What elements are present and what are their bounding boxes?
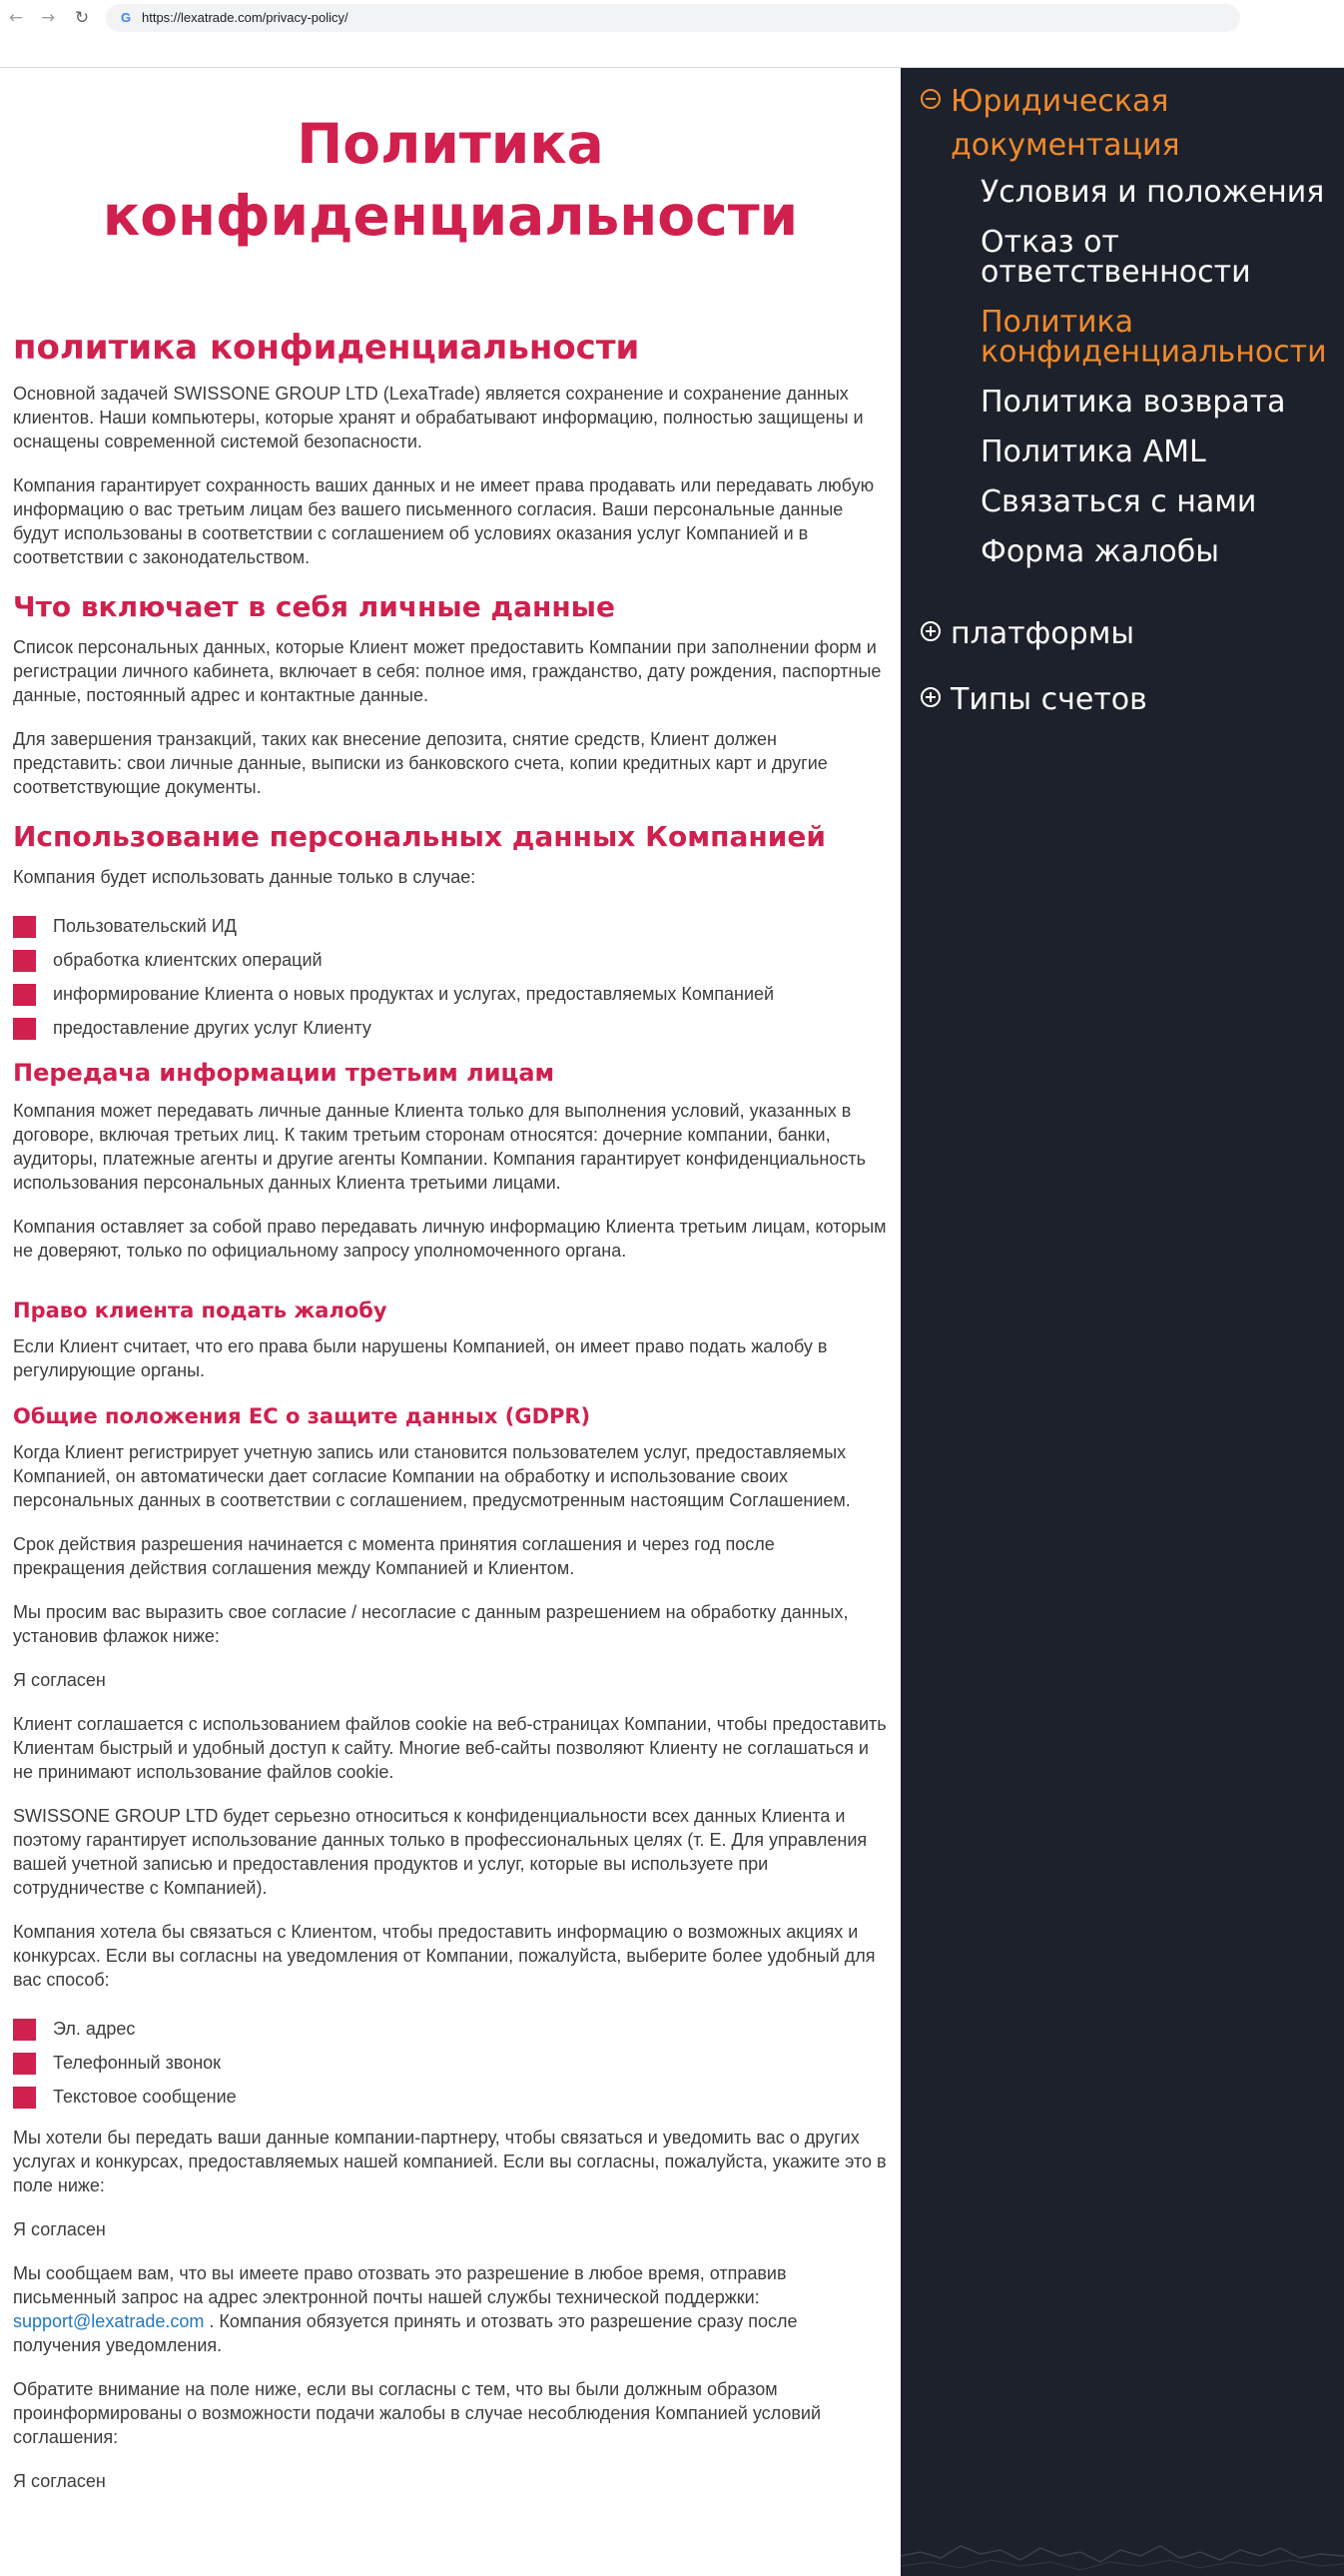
sidebar (901, 68, 1344, 2576)
contact-option-sms[interactable]: Текстовое сообщение (13, 2080, 888, 2114)
paragraph: Компания гарантирует сохранность ваших данных и не имеет права продавать или передавать любую информацию о вас третьим лицам без вашего письменного согласия. Ваши персональные данные будут использованы в соответствии с соглашением об условиях оказания услуг Компанией и в соответствии с законодательством. (13, 475, 875, 567)
consent-label[interactable]: Я согласен (13, 2471, 106, 2491)
sidebar-item-aml[interactable]: Политика AML (981, 434, 1206, 469)
reload-icon[interactable]: ↻ (74, 8, 90, 28)
forward-arrow-icon[interactable]: → (40, 8, 56, 28)
paragraph: Для завершения транзакций, таких как внесение депозита, снятие средств, Клиент должен представить: свои личные данные, выписки из банковского счета, копии кредитных карт и другие соответствующие документы. (13, 729, 828, 797)
support-email-link[interactable]: support@lexatrade.com (13, 2311, 205, 2331)
expand-circle-icon[interactable] (921, 621, 941, 641)
text-span: Мы сообщаем вам, что вы имеете право отозвать это разрешение в любое время, отправив письменный запрос на адрес электронной почты нашей службы технической поддержки: (13, 2263, 787, 2307)
section-heading-gdpr: Общие положения ЕС о защите данных (GDPR) (13, 1404, 591, 1428)
paragraph: Мы хотели бы передать ваши данные компании-партнеру, чтобы связаться и уведомить вас о других услугах и конкурсах, предоставляемых нашей компанией. Если вы согласны, пожалуйста, укажите это в поле ниже: (13, 2128, 887, 2195)
google-icon: G (120, 10, 132, 25)
list-item: Пользовательский ИД (13, 909, 888, 943)
section-heading-complaint: Право клиента подать жалобу (13, 1298, 387, 1322)
sidebar-item-privacy[interactable]: Политика конфиденциальности (981, 305, 1327, 370)
paragraph: Если Клиент считает, что его права были нарушены Компанией, он имеет право подать жалобу в регулирующие органы. (13, 1336, 828, 1380)
paragraph: Клиент соглашается с использованием файлов cookie на веб-страницах Компании, чтобы предоставить Клиентам быстрый и удобный доступ к сайту. Многие веб-сайты позволяют Клиенту не соглашаться и не принимают использование файлов cookie. (13, 1714, 887, 1782)
contact-option-phone[interactable]: Телефонный звонок (13, 2046, 888, 2080)
list-item: информирование Клиента о новых продуктах и услугах, предоставляемых Компанией (13, 977, 888, 1011)
paragraph: Компания может передавать личные данные Клиента только для выполнения условий, указанных в договоре, включая третьих лиц. К таким третьим сторонам относятся: дочерние компании, банки, аудиторы, платежные агенты и другие агенты Компании. Компания гарантирует конфиденциальность использования персональных данных Клиента третьими лицами. (13, 1101, 866, 1193)
collapse-circle-icon[interactable] (921, 89, 941, 109)
sidebar-item-refund[interactable]: Политика возврата (981, 385, 1286, 420)
section-heading-privacy: политика конфиденциальности (13, 328, 640, 368)
list-item: предоставление других услуг Клиенту (13, 1011, 888, 1045)
sidebar-section-legal[interactable] (921, 80, 1320, 168)
paragraph: Мы просим вас выразить свое согласие / несогласие с данным разрешением на обработку данных, установив флажок ниже: (13, 1602, 849, 1646)
paragraph: Основной задачей SWISSONE GROUP LTD (LexaTrade) является сохранение и сохранение данных клиентов. Наши компьютеры, которые хранят и обрабатывают информацию, полностью защищены и оснащены современной системой безопасности. (13, 384, 864, 451)
back-arrow-icon[interactable]: ← (8, 8, 24, 28)
paragraph: Обратите внимание на поле ниже, если вы согласны с тем, что вы были должным образом проинформированы о возможности подачи жалобы в случае несоблюдения Компанией условий соглашения: (13, 2379, 822, 2447)
list-item: обработка клиентских операций (13, 943, 888, 977)
expand-circle-icon[interactable] (921, 687, 941, 707)
sidebar-section-label-cont[interactable]: документация (951, 128, 1180, 163)
paragraph: Компания оставляет за собой право передавать личную информацию Клиента третьим лицам, которым не доверяют, только по официальному запросу уполномоченного органа. (13, 1217, 887, 1261)
consent-label[interactable]: Я согласен (13, 2219, 106, 2239)
paragraph (13, 2261, 888, 2357)
sidebar-section-accounts[interactable] (921, 678, 1147, 722)
sidebar-section-label[interactable]: Юридическая (951, 84, 1169, 119)
url-text[interactable]: https://lexatrade.com/privacy-policy/ (142, 10, 348, 25)
sidebar-section-label[interactable]: платформы (951, 616, 1135, 651)
paragraph: Список персональных данных, которые Клиент может предоставить Компании при заполнении форм и регистрации личного кабинета, включает в себя: полное имя, гражданство, дату рождения, паспортные данные, постоянный адрес и контактные данные. (13, 637, 882, 705)
sidebar-item-contact[interactable]: Связаться с нами (981, 484, 1257, 519)
sidebar-item-disclaimer[interactable]: Отказ от ответственности (981, 225, 1251, 290)
contact-option-email[interactable]: Эл. адрес (13, 2012, 888, 2046)
paragraph: Компания будет использовать данные только в случае: (13, 867, 476, 887)
section-heading-personal-data: Что включает в себя личные данные (13, 590, 615, 623)
paragraph: SWISSONE GROUP LTD будет серьезно относиться к конфиденциальности всех данных Клиента и поэтому гарантирует использование данных только в профессиональных целях (т. Е. Для управления вашей учетной записью и предоставления продуктов и услуг, которые вы используете при сотрудничестве с Компанией). (13, 1806, 868, 1898)
paragraph: Когда Клиент регистрирует учетную запись или становится пользователем услуг, предоставляемых Компанией, он автоматически дает согласие Компании на обработку и использование своих персональных данных в соответствии с соглашением, предусмотренным настоящим Соглашением. (13, 1442, 851, 1510)
article (0, 68, 901, 2576)
sidebar-section-platforms[interactable] (921, 612, 1134, 656)
address-bar[interactable] (106, 4, 1240, 32)
usage-list (13, 909, 888, 1045)
sidebar-item-complaint[interactable]: Форма жалобы (981, 534, 1219, 569)
paragraph: Срок действия разрешения начинается с момента принятия соглашения и через год после прекращения действия соглашения между Компанией и Клиентом. (13, 1534, 775, 1578)
text-span: . Компания обязуется принять и отозвать это разрешение сразу после получения уведомления. (13, 2311, 798, 2355)
sidebar-section-label[interactable]: Типы счетов (951, 682, 1147, 717)
sidebar-legal-items (981, 175, 1340, 587)
section-heading-data-usage: Использование персональных данных Компанией (13, 820, 826, 853)
decorative-wave (901, 2516, 1344, 2576)
page-title: Политика конфиденциальности (102, 112, 799, 248)
browser-toolbar (0, 0, 1344, 68)
consent-label[interactable]: Я согласен (13, 1670, 106, 1690)
section-heading-third-parties: Передача информации третьим лицам (13, 1059, 555, 1087)
paragraph: Компания хотела бы связаться с Клиентом, чтобы предоставить информацию о возможных акциях и конкурсах. Если вы согласны на уведомления от Компании, пожалуйста, выберите более удобный для вас способ: (13, 1922, 876, 1990)
sidebar-item-terms[interactable]: Условия и положения (981, 175, 1325, 210)
contact-method-list (13, 2012, 888, 2114)
